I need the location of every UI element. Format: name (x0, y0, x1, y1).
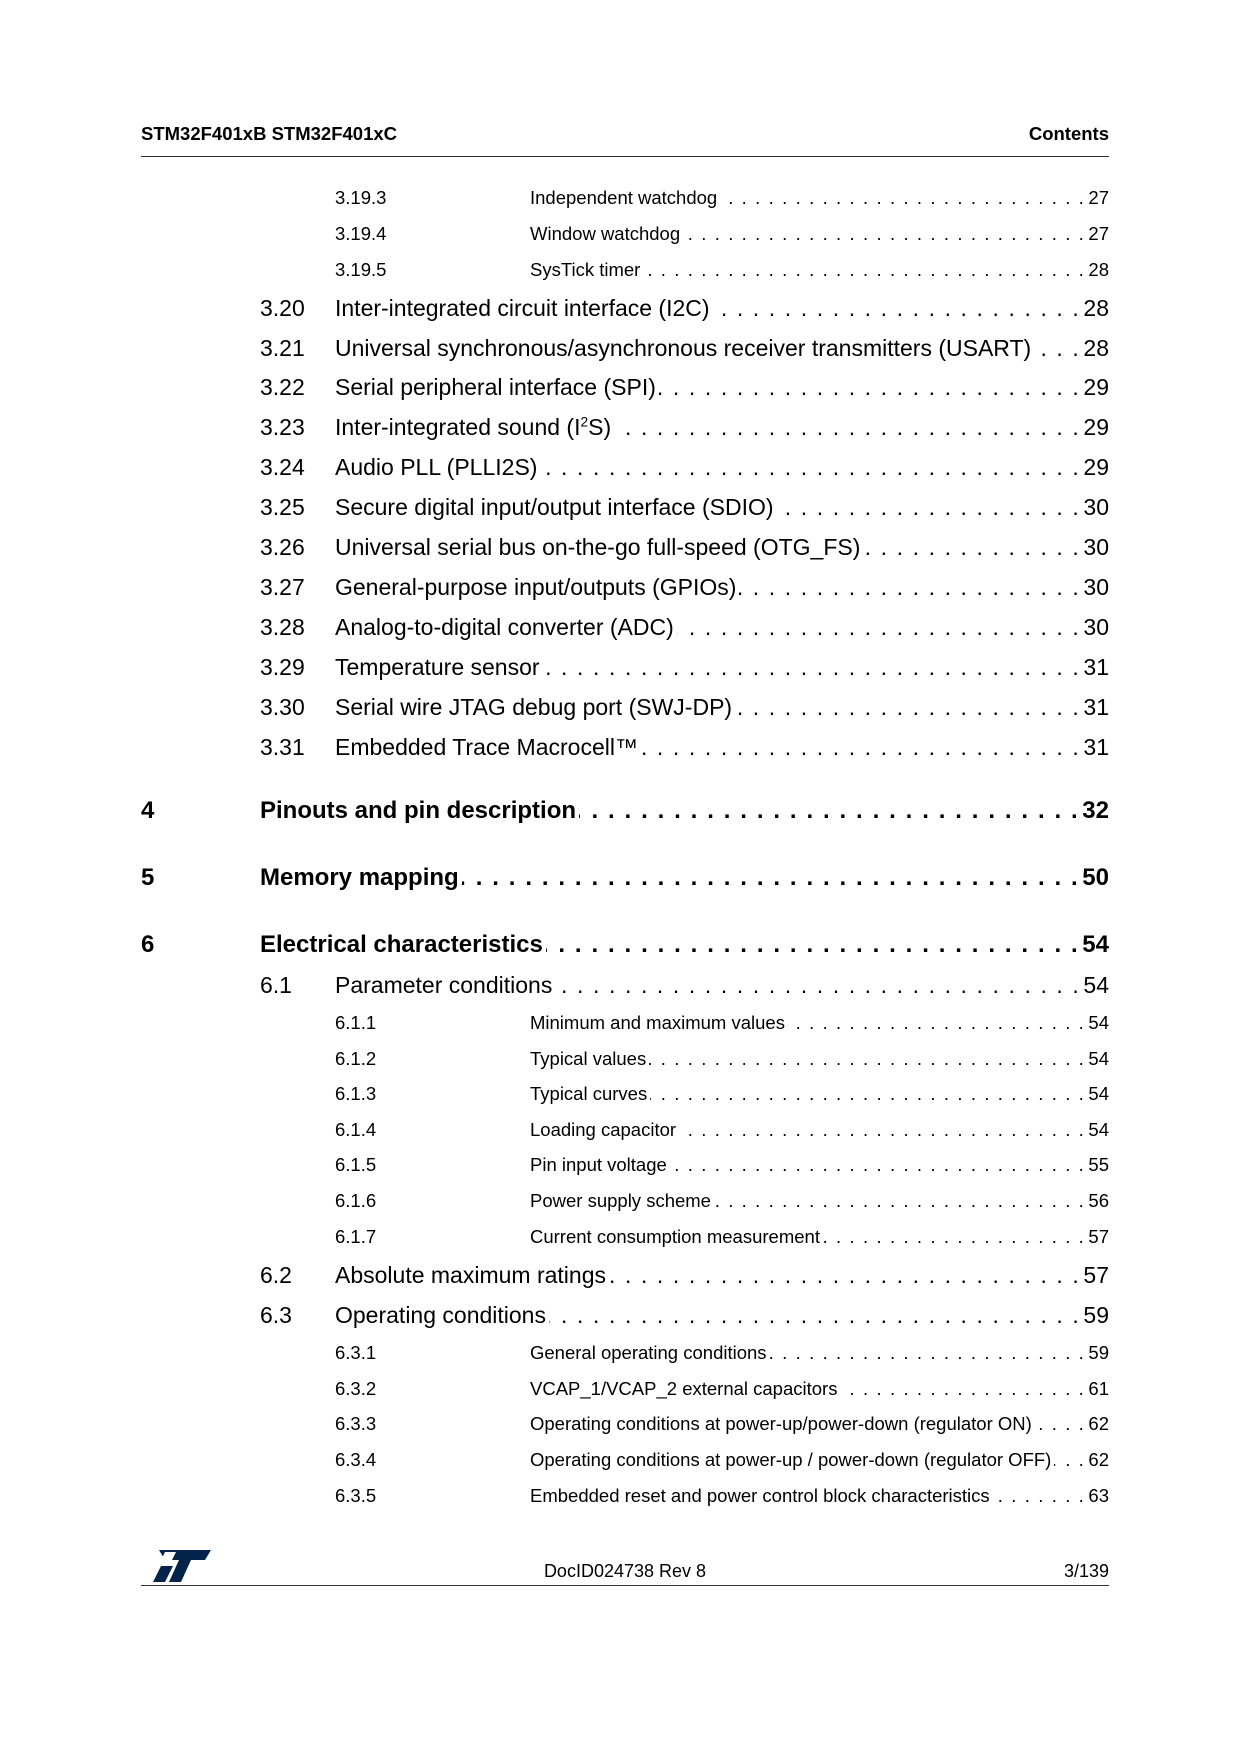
toc-dot-leader (555, 972, 1080, 999)
toc-entry-6[interactable] (141, 931, 1109, 959)
toc-entry-number: 3.29 (260, 654, 305, 680)
toc-entry-title: Serial peripheral interface (SPI) (335, 374, 656, 400)
toc-entry-page: 54 (1083, 972, 1109, 998)
toc-dot-leader (659, 374, 1081, 401)
toc-dot-leader (679, 1119, 1085, 1141)
toc-entry-title: Inter-integrated circuit interface (I2C) (335, 295, 710, 321)
toc-entry-page: 61 (1088, 1378, 1109, 1399)
toc-entry-page: 29 (1083, 374, 1109, 400)
toc-entry-number: 6.1.1 (335, 1012, 377, 1033)
toc-entry-title: Inter-integrated sound $(I^2S)$ (335, 414, 612, 440)
toc-entry-number: 3.26 (260, 534, 305, 560)
toc-entry-number: 6.3 (260, 1302, 292, 1328)
toc-dot-leader (549, 1302, 1080, 1329)
toc-entry-3-22[interactable] (141, 374, 1109, 401)
toc-entry-number: 6.1.2 (335, 1048, 377, 1069)
toc-dot-leader (713, 295, 1081, 322)
toc-entry-page: 28 (1088, 259, 1109, 280)
toc-dot-leader (735, 694, 1080, 721)
toc-dot-leader (720, 187, 1085, 209)
toc-entry-title: Loading capacitor (530, 1119, 677, 1140)
toc-entry-page: 59 (1083, 1302, 1109, 1328)
toc-entry-6-3-1[interactable] (141, 1342, 1109, 1364)
toc-entry-title: Independent watchdog (530, 187, 718, 208)
toc-dot-leader (546, 931, 1079, 959)
toc-entry-page: 30 (1083, 494, 1109, 520)
toc-entry-title: Embedded Trace Macrocell™ (335, 734, 638, 760)
toc-entry-number: 6.3.1 (335, 1342, 377, 1363)
toc-dot-leader (540, 454, 1080, 481)
toc-dot-leader (650, 1083, 1085, 1105)
toc-entry-3-24[interactable] (141, 454, 1109, 481)
toc-entry-page: 29 (1083, 414, 1109, 440)
toc-entry-6-1-3[interactable] (141, 1083, 1109, 1105)
toc-entry-page: 29 (1083, 454, 1109, 480)
toc-entry-page: 28 (1083, 295, 1109, 321)
toc-entry-number: 3.19.5 (335, 259, 387, 280)
toc-entry-title: Typical curves (530, 1083, 648, 1104)
toc-entry-3-26[interactable] (141, 534, 1109, 561)
document-id: DocID024738 Rev 8 (543, 1561, 707, 1581)
toc-entry-title: General-purpose input/outputs (GPIOs) (335, 574, 737, 600)
toc-entry-number: 3.21 (260, 335, 305, 361)
toc-dot-leader (739, 574, 1080, 601)
toc-entry-title: Secure digital input/output interface (SDIO) (335, 494, 774, 520)
toc-entry-5[interactable] (141, 864, 1109, 892)
toc-entry-page: 54 (1082, 931, 1109, 958)
toc-dot-leader (677, 614, 1081, 641)
toc-entry-3-20[interactable] (141, 295, 1109, 322)
toc-entry-number: 6.3.4 (335, 1449, 377, 1470)
toc-entry-page: 59 (1088, 1342, 1109, 1363)
toc-entry-number: 3.27 (260, 574, 305, 600)
toc-entry-3-25[interactable] (141, 494, 1109, 521)
toc-entry-number: 6.2 (260, 1262, 292, 1288)
toc-entry-title: VCAP_1/VCAP_2 external capacitors (530, 1378, 838, 1399)
toc-entry-page: 27 (1088, 223, 1109, 244)
toc-entry-page: 54 (1088, 1083, 1109, 1104)
toc-entry-6-3-4[interactable] (141, 1449, 1109, 1471)
toc-entry-6-1[interactable] (141, 972, 1109, 999)
toc-entry-3-27[interactable] (141, 574, 1109, 601)
toc-dot-leader (649, 1048, 1085, 1070)
toc-entry-number: 3.28 (260, 614, 305, 640)
toc-dot-leader (683, 223, 1085, 245)
toc-entry-number: 6.1.5 (335, 1154, 377, 1175)
toc-entry-title: Pinouts and pin description (260, 797, 577, 824)
toc-entry-page: 30 (1083, 614, 1109, 640)
toc-entry-4[interactable] (141, 797, 1109, 825)
toc-dot-leader (641, 734, 1080, 761)
toc-entry-3-19-4[interactable] (141, 223, 1109, 245)
toc-entry-3-30[interactable] (141, 694, 1109, 721)
toc-entry-title: Current consumption measurement (530, 1226, 820, 1247)
toc-entry-3-28[interactable] (141, 614, 1109, 641)
toc-dot-leader (777, 494, 1081, 521)
toc-entry-6-1-4[interactable] (141, 1119, 1109, 1141)
toc-entry-title: Memory mapping (260, 864, 459, 891)
toc-dot-leader (670, 1154, 1086, 1176)
toc-entry-page: 62 (1088, 1449, 1109, 1470)
toc-dot-leader (614, 414, 1080, 441)
toc-entry-page: 31 (1083, 654, 1109, 680)
toc-dot-leader (643, 259, 1085, 281)
toc-entry-page: 56 (1088, 1190, 1109, 1211)
document-title: STM32F401xB STM32F401xC (141, 123, 398, 144)
toc-entry-number: 6.3.2 (335, 1378, 377, 1399)
page-number: 3/139 (1063, 1561, 1109, 1581)
toc-entry-page: 31 (1083, 734, 1109, 760)
toc-entry-page: 50 (1082, 864, 1109, 891)
toc-entry-page: 30 (1083, 574, 1109, 600)
toc-entry-3-31[interactable] (141, 734, 1109, 761)
toc-entry-number: 4 (141, 797, 155, 824)
toc-entry-page: 63 (1088, 1485, 1109, 1506)
toc-entry-6-1-7[interactable] (141, 1226, 1109, 1248)
toc-entry-page: 32 (1082, 797, 1109, 824)
toc-dot-leader (993, 1485, 1086, 1507)
toc-entry-title: Universal serial bus on-the-go full-speed (OTG_FS) (335, 534, 861, 560)
toc-dot-leader (863, 534, 1080, 561)
toc-entry-6-2[interactable] (141, 1262, 1109, 1289)
toc-entry-number: 3.30 (260, 694, 305, 720)
toc-entry-page: 54 (1088, 1119, 1109, 1140)
toc-entry-number: 3.19.4 (335, 223, 387, 244)
toc-entry-number: 3.31 (260, 734, 305, 760)
toc-entry-number: 6.1.7 (335, 1226, 377, 1247)
toc-entry-title: Operating conditions at power-up / power-down (regulator OFF) (530, 1449, 1052, 1470)
toc-entry-6-1-1[interactable] (141, 1012, 1109, 1034)
toc-entry-6-3[interactable] (141, 1302, 1109, 1329)
toc-dot-leader (609, 1262, 1080, 1289)
toc-entry-title: Embedded reset and power control block characteristics (530, 1485, 990, 1506)
toc-entry-6-1-2[interactable] (141, 1048, 1109, 1070)
toc-dot-leader (1034, 335, 1080, 362)
toc-entry-page: 30 (1083, 534, 1109, 560)
toc-entry-title: Minimum and maximum values (530, 1012, 785, 1033)
toc-entry-6-3-5[interactable] (141, 1485, 1109, 1507)
toc-entry-page: 27 (1088, 187, 1109, 208)
toc-entry-page: 54 (1088, 1048, 1109, 1069)
toc-entry-page: 57 (1083, 1262, 1109, 1288)
toc-entry-title: Operating conditions (335, 1302, 546, 1328)
toc-entry-page: 31 (1083, 694, 1109, 720)
toc-dot-leader (543, 654, 1081, 681)
toc-entry-title: Parameter conditions (335, 972, 553, 998)
toc-entry-title: General operating conditions (530, 1342, 767, 1363)
toc-entry-page: 28 (1083, 335, 1109, 361)
toc-entry-3-19-5[interactable] (141, 259, 1109, 281)
toc-entry-title: Pin input voltage (530, 1154, 667, 1175)
toc-dot-leader (1035, 1413, 1086, 1435)
toc-entry-number: 6 (141, 931, 155, 958)
toc-entry-6-3-2[interactable] (141, 1378, 1109, 1400)
toc-dot-leader (714, 1190, 1085, 1212)
toc-entry-number: 3.22 (260, 374, 305, 400)
toc-entry-number: 6.1.4 (335, 1119, 377, 1140)
toc-dot-leader (840, 1378, 1085, 1400)
toc-entry-title: SysTick timer (530, 259, 641, 280)
toc-entry-number: 3.24 (260, 454, 305, 480)
toc-entry-3-23[interactable] (141, 414, 1109, 441)
toc-entry-number: 6.1.3 (335, 1083, 377, 1104)
toc-entry-title: Absolute maximum ratings (335, 1262, 606, 1288)
toc-dot-leader (579, 797, 1079, 825)
toc-entry-page: 62 (1088, 1413, 1109, 1434)
toc-entry-number: 5 (141, 864, 155, 891)
toc-dot-leader (770, 1342, 1086, 1364)
toc-entry-number: 3.20 (260, 295, 305, 321)
toc-entry-title: Temperature sensor (335, 654, 540, 680)
toc-entry-title: Electrical characteristics (260, 931, 543, 958)
toc-entry-number: 6.1.6 (335, 1190, 377, 1211)
toc-entry-3-29[interactable] (141, 654, 1109, 681)
toc-entry-page: 54 (1088, 1012, 1109, 1033)
toc-entry-title: Power supply scheme (530, 1190, 711, 1211)
section-title: Contents (1028, 123, 1109, 144)
toc-entry-6-1-5[interactable] (141, 1154, 1109, 1176)
toc-dot-leader (462, 864, 1080, 892)
toc-dot-leader (788, 1012, 1085, 1034)
toc-entry-page: 57 (1088, 1226, 1109, 1247)
toc-entry-title: Audio PLL (PLLI2S) (335, 454, 538, 480)
toc-dot-leader (823, 1226, 1085, 1248)
toc-entry-title: Serial wire JTAG debug port (SWJ-DP) (335, 694, 733, 720)
toc-entry-title: Universal synchronous/asynchronous receiver transmitters (USART) (335, 335, 1032, 361)
page-header (141, 122, 1109, 157)
toc-entry-3-21[interactable] (141, 335, 1109, 362)
toc-entry-3-19-3[interactable] (141, 187, 1109, 209)
toc-entry-title: Window watchdog (530, 223, 681, 244)
toc-dot-leader (1054, 1449, 1085, 1471)
page-footer (141, 1548, 1109, 1586)
toc-entry-number: 6.3.5 (335, 1485, 377, 1506)
toc-entry-page: 55 (1088, 1154, 1109, 1175)
toc-entry-6-1-6[interactable] (141, 1190, 1109, 1212)
toc-entry-number: 6.3.3 (335, 1413, 377, 1434)
toc-entry-6-3-3[interactable] (141, 1413, 1109, 1435)
toc-entry-title: Typical values (530, 1048, 647, 1069)
toc-entry-title: Analog-to-digital converter (ADC) (335, 614, 674, 640)
toc-entry-number: 3.23 (260, 414, 305, 440)
toc-entry-number: 3.19.3 (335, 187, 387, 208)
toc-entry-number: 6.1 (260, 972, 292, 998)
toc-entry-title: Operating conditions at power-up/power-down (regulator ON) (530, 1413, 1032, 1434)
toc-entry-number: 3.25 (260, 494, 305, 520)
